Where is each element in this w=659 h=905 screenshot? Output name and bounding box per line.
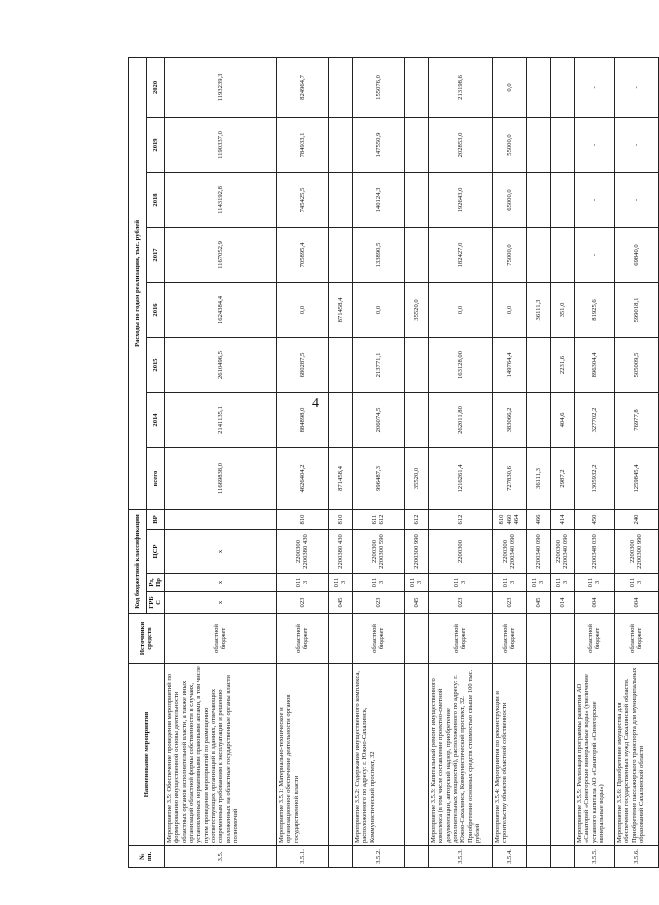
cell-amount (550, 227, 574, 282)
page-number: 4 (312, 396, 319, 411)
cell-amount: 351,0 (550, 282, 574, 337)
cell-name: Мероприятие 3.5.4: Мероприятия по реконструкции и строительству объектов областной собственности (492, 664, 526, 846)
header-year-total: всего (147, 447, 165, 509)
cell-csr: 2200300 2200340 090 (492, 530, 526, 574)
header-expenses-group: Расходы по годам реализации, тыс. рублей (129, 57, 147, 509)
cell-amount: 133890,5 (352, 227, 404, 282)
cell-no: 3.5.5. (574, 846, 614, 868)
cell-vr (164, 509, 276, 529)
cell-amount: 213771,1 (352, 337, 404, 392)
cell-amount (550, 172, 574, 227)
cell-name (550, 664, 574, 846)
cell-amount: - (614, 57, 658, 117)
cell-amount: 2141135,1 (164, 392, 276, 447)
cell-rzpr: 011 3 (526, 574, 550, 592)
cell-csr: 2200300 2200300 990 (614, 530, 658, 574)
rotated-table-container (128, 58, 648, 868)
cell-amount: 0,0 (492, 57, 526, 117)
cell-amount (526, 227, 550, 282)
cell-csr: 2200340 090 (526, 530, 550, 574)
cell-amount: 213198,6 (428, 57, 492, 117)
cell-rzpr: 011 3 (276, 574, 328, 592)
table-row (492, 57, 526, 867)
header-name: Наименование мероприятия (129, 664, 165, 846)
cell-rzpr: 011 3 (404, 574, 428, 592)
cell-amount: 745425,5 (276, 172, 328, 227)
table-row (404, 57, 428, 867)
cell-csr: 2200300 (428, 530, 492, 574)
cell-amount: 2987,2 (550, 447, 574, 509)
cell-amount: 0,0 (276, 282, 328, 337)
header-year-2018: 2018 (147, 172, 165, 227)
cell-amount: - (614, 172, 658, 227)
cell-name: Мероприятие 3.5.6: Приобретение имущества для обеспечения государственных нужд Сахалинской области. Приобретение пассажирского транспорта для муниципальных образований Сахалинской области (614, 664, 658, 846)
table-row (614, 57, 658, 867)
cell-amount: 81925,6 (574, 282, 614, 337)
cell-grbs: 004 (574, 592, 614, 614)
cell-amount: 1193239,3 (164, 57, 276, 117)
cell-rzpr: х (164, 574, 276, 592)
cell-amount: 871458,4 (328, 447, 352, 509)
header-source: Источники средств (129, 614, 165, 664)
cell-amount: 327702,2 (574, 392, 614, 447)
header-year-2017: 2017 (147, 227, 165, 282)
header-grbs: ГРБ С (147, 592, 165, 614)
cell-vr: 611 612 (352, 509, 404, 529)
cell-source (328, 614, 352, 664)
cell-amount: 784933,1 (276, 117, 328, 172)
cell-amount: 262011,80 (428, 392, 492, 447)
table-row (164, 57, 276, 867)
cell-amount: 35520,0 (404, 282, 428, 337)
cell-amount: 149764,4 (492, 337, 526, 392)
header-csr: ЦСР (147, 530, 165, 574)
cell-no (526, 846, 550, 868)
cell-amount: 0,0 (428, 282, 492, 337)
cell-source (404, 614, 428, 664)
cell-amount: 163128,00 (428, 337, 492, 392)
cell-amount (328, 57, 352, 117)
cell-amount: 1190337,0 (164, 117, 276, 172)
cell-vr: 810 (276, 509, 328, 529)
cell-source: областной бюджет (352, 614, 404, 664)
cell-vr: 414 (550, 509, 574, 529)
cell-amount (526, 57, 550, 117)
cell-source: областной бюджет (574, 614, 614, 664)
cell-name (526, 664, 550, 846)
cell-source: областной бюджет (614, 614, 658, 664)
cell-csr: 2200300 2200380 430 (276, 530, 328, 574)
cell-csr: х (164, 530, 276, 574)
cell-name: Мероприятие 3.5.5: Реализация программы развития АО «Санаторий «Синегорские минеральные воды» (увеличение уставного капитала АО «Санаторий «Синегорские минеральные воды») (574, 664, 614, 846)
cell-rzpr: 011 3 (550, 574, 574, 592)
cell-amount: 2231,6 (550, 337, 574, 392)
cell-no: 3.5.3. (428, 846, 492, 868)
cell-amount (526, 337, 550, 392)
cell-amount (550, 57, 574, 117)
cell-grbs: 014 (550, 592, 574, 614)
cell-amount: 896304,4 (574, 337, 614, 392)
cell-csr: 2200300 990 (404, 530, 428, 574)
cell-amount: 705895,4 (276, 227, 328, 282)
table-row (328, 57, 352, 867)
cell-csr: 2200300 2200300 590 (352, 530, 404, 574)
cell-amount: 147550,9 (352, 117, 404, 172)
cell-amount (328, 227, 352, 282)
cell-source (550, 614, 574, 664)
cell-rzpr: 011 3 (492, 574, 526, 592)
cell-grbs: 023 (276, 592, 328, 614)
cell-source: областной бюджет (428, 614, 492, 664)
table-body (164, 57, 658, 867)
cell-amount: - (574, 57, 614, 117)
header-year-2016: 2016 (147, 282, 165, 337)
cell-vr: 466 (526, 509, 550, 529)
cell-amount: 1216261,4 (428, 447, 492, 509)
cell-amount: 202853,0 (428, 117, 492, 172)
cell-amount: 75000,0 (492, 227, 526, 282)
header-year-2019: 2019 (147, 117, 165, 172)
cell-grbs: 023 (352, 592, 404, 614)
cell-vr: 810 (328, 509, 352, 529)
table-row (352, 57, 404, 867)
cell-amount: 65000,0 (492, 172, 526, 227)
cell-amount: 55000,0 (492, 117, 526, 172)
cell-amount: 599018,1 (614, 282, 658, 337)
cell-source: областной бюджет (276, 614, 328, 664)
cell-no: 3.5.2. (352, 846, 404, 868)
table-row (276, 57, 328, 867)
header-vr: ВР (147, 509, 165, 529)
cell-amount (404, 117, 428, 172)
cell-rzpr: 011 3 (428, 574, 492, 592)
table-row (574, 57, 614, 867)
table-row (526, 57, 550, 867)
header-year-2014: 2014 (147, 392, 165, 447)
cell-no: 3.5.1. (276, 846, 328, 868)
cell-source: областной бюджет (164, 614, 276, 664)
cell-amount: 0,0 (352, 282, 404, 337)
cell-amount: 996487,3 (352, 447, 404, 509)
cell-vr: 612 (404, 509, 428, 529)
cell-amount (328, 392, 352, 447)
header-rzpr: Рз, Пр (147, 574, 165, 592)
cell-amount: - (574, 172, 614, 227)
cell-vr: 240 (614, 509, 658, 529)
table-row (550, 57, 574, 867)
header-code-group: Код бюджетной классификации (129, 509, 147, 613)
cell-amount (404, 337, 428, 392)
cell-grbs: х (164, 592, 276, 614)
cell-amount: 4626404,2 (276, 447, 328, 509)
cell-name (328, 664, 352, 846)
cell-source: областной бюджет (492, 614, 526, 664)
cell-amount: 182427,0 (428, 227, 492, 282)
cell-amount: 727830,6 (492, 447, 526, 509)
cell-amount: 36111,3 (526, 282, 550, 337)
cell-amount: 680287,5 (276, 337, 328, 392)
cell-name: Мероприятие 3.5.1: Материально-техническое и организационное обеспечение деятельности органов государственной власти (276, 664, 328, 846)
cell-amount (404, 227, 428, 282)
cell-amount: 1167052,9 (164, 227, 276, 282)
cell-no: 3.5.4. (492, 846, 526, 868)
cell-source (526, 614, 550, 664)
cell-grbs: 045 (404, 592, 428, 614)
cell-amount: 0,0 (492, 282, 526, 337)
cell-amount (404, 172, 428, 227)
cell-csr: 2200348 030 (574, 530, 614, 574)
cell-no (550, 846, 574, 868)
cell-amount: 192643,0 (428, 172, 492, 227)
cell-amount (526, 172, 550, 227)
cell-amount: 76977,8 (614, 392, 658, 447)
cell-amount: 884898,0 (276, 392, 328, 447)
cell-amount (526, 117, 550, 172)
cell-amount (526, 392, 550, 447)
cell-amount: 206074,5 (352, 392, 404, 447)
cell-name: Мероприятие 3.5.3: Капитальный ремонт имущественного комплекса (в том числе составление проектно-сметной документации, авторский надзор, приобретение дополнительных мощностей), расположенного по адресу: г. Южно-Сахалинск, Коммунистический проспект, 32. Приобретение основных средств стоимостью свыше 100 тыс. рублей (428, 664, 492, 846)
cell-amount: 1143192,8 (164, 172, 276, 227)
cell-rzpr: 011 3 (328, 574, 352, 592)
cell-amount (328, 172, 352, 227)
cell-amount: 505009,5 (614, 337, 658, 392)
cell-vr: 612 (428, 509, 492, 529)
cell-csr: 2200380 430 (328, 530, 352, 574)
cell-amount (404, 392, 428, 447)
cell-amount: 383066,2 (492, 392, 526, 447)
cell-vr: 450 (574, 509, 614, 529)
expenses-table (128, 57, 659, 868)
cell-amount: 69840,0 (614, 227, 658, 282)
cell-amount: 1259845,4 (614, 447, 658, 509)
cell-grbs: 023 (492, 592, 526, 614)
cell-amount (328, 117, 352, 172)
cell-no (404, 846, 428, 868)
cell-no (328, 846, 352, 868)
cell-amount (404, 57, 428, 117)
cell-grbs: 023 (428, 592, 492, 614)
cell-vr: 810 460 464 (492, 509, 526, 529)
cell-no: 3.5.6. (614, 846, 658, 868)
cell-grbs: 045 (526, 592, 550, 614)
cell-amount: 871458,4 (328, 282, 352, 337)
cell-name (404, 664, 428, 846)
cell-amount: 11669838,0 (164, 447, 276, 509)
header-no: № пп. (129, 846, 165, 868)
cell-csr: 2200300 2200340 090 (550, 530, 574, 574)
cell-amount: 404,6 (550, 392, 574, 447)
cell-grbs: 045 (328, 592, 352, 614)
cell-amount: 2610496,5 (164, 337, 276, 392)
cell-no: 3.5. (164, 846, 276, 868)
cell-name: Мероприятие 3.5.2: Содержание имущественного комплекса, расположенного по адресу: г. Южно-Сахалинск, Коммунистический проспект, 32 (352, 664, 404, 846)
cell-amount (328, 337, 352, 392)
cell-amount: - (574, 117, 614, 172)
cell-amount: - (574, 227, 614, 282)
cell-amount: - (614, 117, 658, 172)
cell-amount: 1624384,4 (164, 282, 276, 337)
cell-amount: 1305932,2 (574, 447, 614, 509)
cell-amount (550, 117, 574, 172)
header-year-2020: 2020 (147, 57, 165, 117)
cell-rzpr: 011 3 (574, 574, 614, 592)
cell-rzpr: 011 3 (352, 574, 404, 592)
cell-amount: 824964,7 (276, 57, 328, 117)
cell-amount: 35520,0 (404, 447, 428, 509)
table-row (428, 57, 492, 867)
cell-grbs: 004 (614, 592, 658, 614)
cell-amount: 36111,3 (526, 447, 550, 509)
header-year-2015: 2015 (147, 337, 165, 392)
cell-rzpr: 011 3 (614, 574, 658, 592)
cell-name: Мероприятие 3.5: Обеспечение проведения мероприятий по формированию имущественной основы деятельности областных органов исполнительной власти, а также иных организаций областной формы собственности в случаях, установленных нормативными правовыми актами, в том числе путем проведения мероприятий по размещению соответствующих организаций в зданиях, отвечающих современным требованиям к эксплуатации и решению возложенных на областные государственные органы власти полномочий (164, 664, 276, 846)
cell-amount: 155076,0 (352, 57, 404, 117)
cell-amount: 140124,3 (352, 172, 404, 227)
